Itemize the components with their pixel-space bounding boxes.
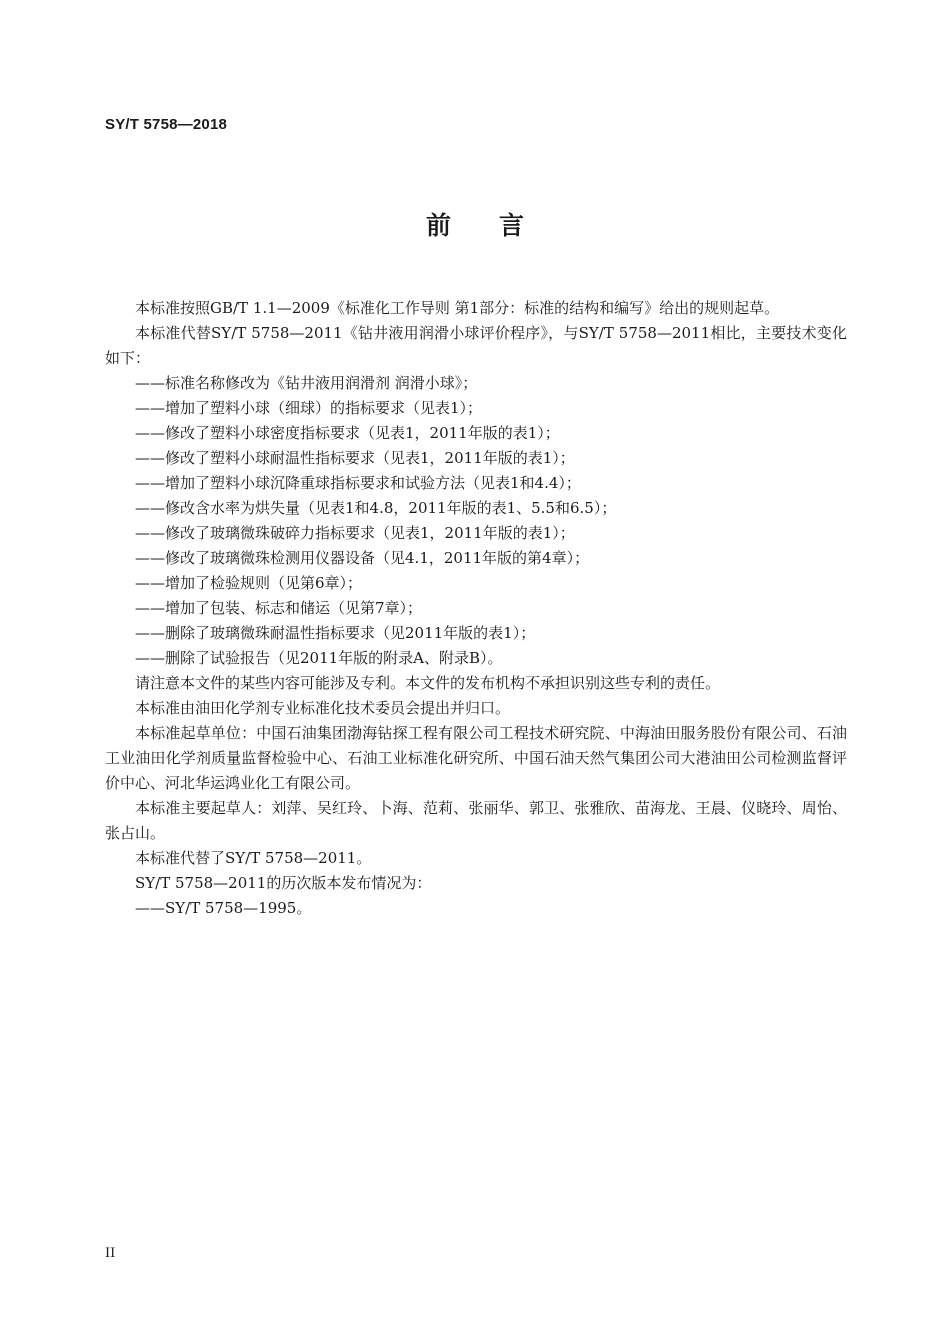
paragraph-committee: 本标准由油田化学剂专业标准化技术委员会提出并归口。 bbox=[135, 699, 511, 717]
change-item: ——修改了玻璃微珠检测用仪器设备（见4.1，2011年版的第4章）； bbox=[135, 549, 590, 567]
paragraph-drafting-rules: 本标准按照GB/T 1.1—2009《标准化工作导则 第1部分：标准的结构和编写》给出的规则起草。 bbox=[135, 299, 780, 317]
change-item: ——修改含水率为烘失量（见表1和4.8，2011年版的表1、5.5和6.5）； bbox=[135, 499, 617, 517]
paragraph-drafters: 本标准主要起草人：刘萍、吴红玲、卜海、范莉、张丽华、郭卫、张雅欣、苗海龙、王晨、仪晓玲、周怡、张占山。 bbox=[105, 799, 847, 842]
change-item: ——修改了玻璃微珠破碎力指标要求（见表1，2011年版的表1）； bbox=[135, 524, 575, 542]
paragraph-replacement: 本标准代替SY/T 5758—2011《钻井液用润滑小球评价程序》，与SY/T 5758—2011相比，主要技术变化如下： bbox=[105, 324, 847, 367]
paragraph-history-intro: SY/T 5758—2011的历次版本发布情况为： bbox=[135, 874, 432, 892]
standard-code: SY/T 5758—2018 bbox=[105, 116, 228, 133]
paragraph-supersedes: 本标准代替了SY/T 5758—2011。 bbox=[135, 849, 372, 867]
paragraph-patent-notice: 请注意本文件的某些内容可能涉及专利。本文件的发布机构不承担识别这些专利的责任。 bbox=[135, 674, 721, 692]
document-body bbox=[105, 296, 847, 921]
change-item: ——增加了塑料小球（细球）的指标要求（见表1）； bbox=[135, 399, 483, 417]
change-item: ——删除了玻璃微珠耐温性指标要求（见2011年版的表1）； bbox=[135, 624, 536, 642]
changes-list bbox=[105, 371, 847, 671]
paragraph-drafting-units: 本标准起草单位：中国石油集团渤海钻探工程有限公司工程技术研究院、中海油田服务股份有限公司、石油工业油田化学剂质量监督检验中心、石油工业标准化研究所、中国石油天然气集团公司大港油田公司检测监督评价中心、河北华运鸿业化工有限公司。 bbox=[105, 724, 847, 792]
change-item: ——修改了塑料小球密度指标要求（见表1，2011年版的表1）； bbox=[135, 424, 560, 442]
history-item: ——SY/T 5758—1995。 bbox=[135, 899, 312, 917]
change-item: ——增加了检验规则（见第6章）； bbox=[135, 574, 363, 592]
change-item: ——标准名称修改为《钻井液用润滑剂 润滑小球》； bbox=[135, 374, 478, 392]
change-item: ——增加了塑料小球沉降重球指标要求和试验方法（见表1和4.4）； bbox=[135, 474, 581, 492]
change-item: ——删除了试验报告（见2011年版的附录A、附录B）。 bbox=[135, 649, 503, 667]
change-item: ——增加了包装、标志和储运（见第7章）； bbox=[135, 599, 423, 617]
page-title: 前言 bbox=[425, 211, 572, 240]
change-item: ——修改了塑料小球耐温性指标要求（见表1，2011年版的表1）； bbox=[135, 449, 575, 467]
page-number: II bbox=[105, 1246, 116, 1261]
